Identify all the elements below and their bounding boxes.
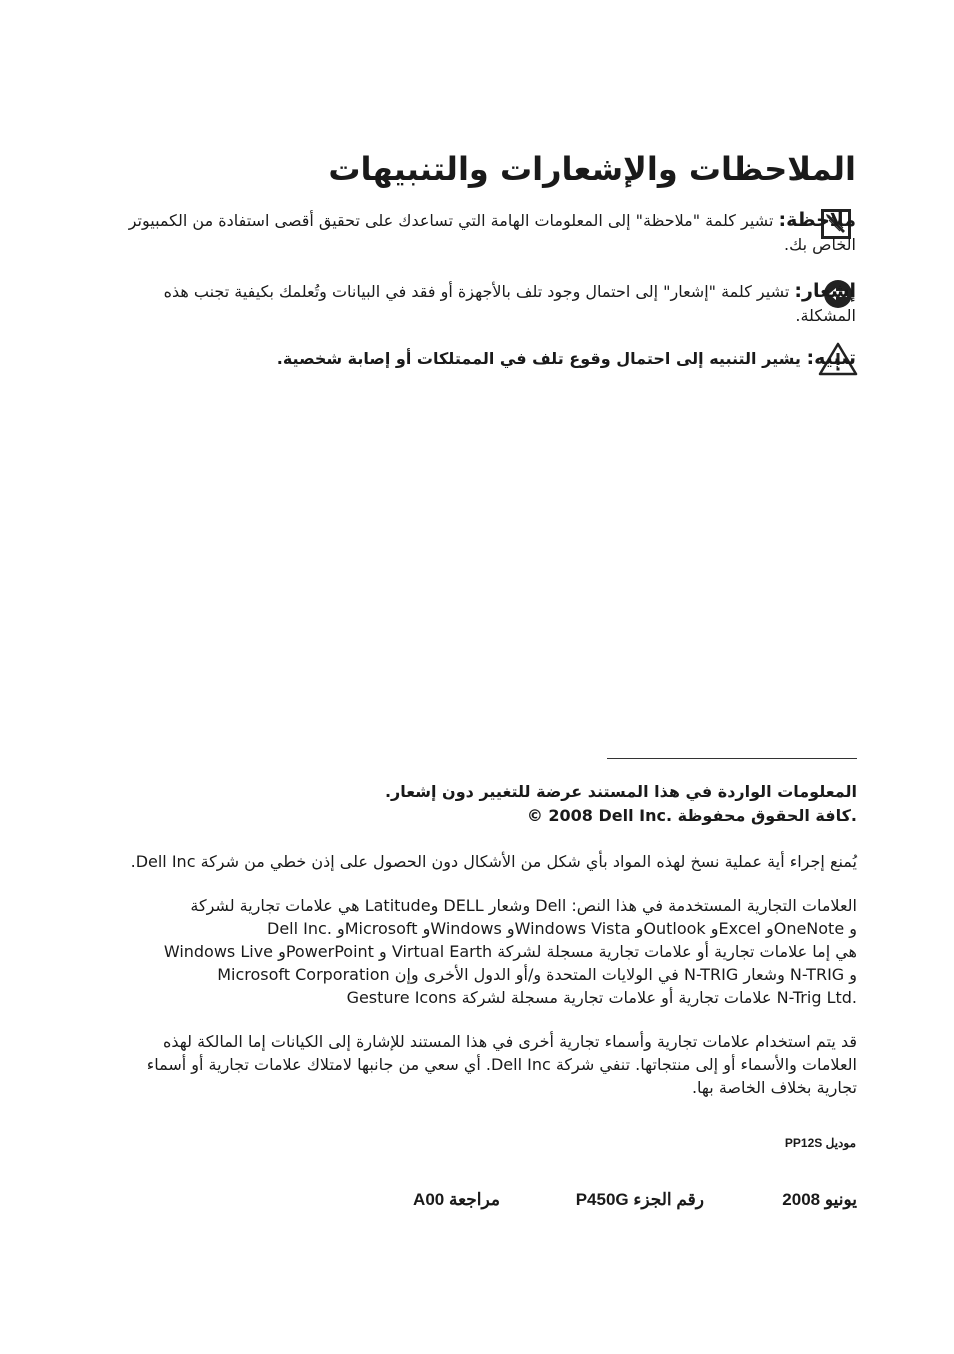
legal-trademark-line-1: العلامات التجارية المستخدمة في هذا النص: Dell وشعار DELL وLatitude هي علامات تجارية لشركة bbox=[190, 896, 857, 915]
page-title: الملاحظات والإشعارات والتنبيهات bbox=[328, 150, 856, 188]
note-label: ملاحظة: bbox=[778, 209, 856, 231]
legal-reproduction: يُمنع إجراء أية عملية نسخ لهذه المواد بأي شكل من الأشكال دون الحصول على إذن خطي من شركة Dell Inc. bbox=[130, 852, 857, 871]
note-text: تشير كلمة "ملاحظة" إلى المعلومات الهامة التي تساعدك على تحقيق أقصى استفادة من الكمبيوتر الخاص بك. bbox=[128, 211, 856, 254]
footer-date: يونيو 2008 bbox=[782, 1190, 857, 1209]
legal-trademark-line-5: Gesture Icons علامات تجارية أو علامات تجارية مسجلة لشركة N-Trig Ltd. bbox=[346, 988, 857, 1007]
legal-trademark-line-3: Windows Live وPowerPoint و Virtual Earth هي إما علامات تجارية أو علامات تجارية مسجلة لشركة bbox=[163, 942, 857, 961]
footer-part-number: رقم الجزء P450G bbox=[575, 1190, 704, 1209]
note-block bbox=[126, 208, 856, 257]
caution-block bbox=[126, 346, 856, 371]
legal-copyright: © 2008 Dell Inc. كافة الحقوق محفوظة. bbox=[526, 806, 857, 825]
caution-text: يشير التنبيه إلى احتمال وقوع تلف في الممتلكات أو إصابة شخصية. bbox=[276, 349, 801, 368]
legal-other-marks: قد يتم استخدام علامات تجارية وأسماء تجارية أخرى في هذا المستند للإشارة إلى الكيانات إما المالكة لهذه العلامات والأسماء أو إلى منتجاتها. تنفي شركة Dell Inc. أي سعي من جانبها لامتلاك علامات تجارية أو أسماء تجارية بخلاف الخاصة بها. bbox=[146, 1032, 857, 1097]
legal-change-notice: المعلومات الواردة في هذا المستند عرضة للتغيير دون إشعار. bbox=[384, 782, 857, 801]
footer-revision: مراجعة A00 bbox=[413, 1190, 500, 1209]
model-number: موديل PP12S bbox=[784, 1136, 856, 1150]
notice-text: تشير كلمة "إشعار" إلى احتمال وجود تلف بالأجهزة أو فقد في البيانات وتُعلمك بكيفية تجنب هذه المشكلة. bbox=[163, 282, 856, 325]
legal-trademark-line-4: Microsoft Corporation في الولايات المتحدة و/أو الدول الأخرى وإن N-TRIG وشعار N-TRIG و bbox=[217, 965, 857, 984]
caution-label: تنبيه: bbox=[806, 347, 856, 369]
notice-label: إشعار: bbox=[794, 280, 856, 302]
notice-block bbox=[126, 279, 856, 328]
legal-trademark-line-2: Dell Inc. وMicrosoft وWindows وWindows Vista وOutlook وExcel وOneNote و bbox=[267, 919, 857, 938]
separator-line bbox=[607, 758, 857, 759]
